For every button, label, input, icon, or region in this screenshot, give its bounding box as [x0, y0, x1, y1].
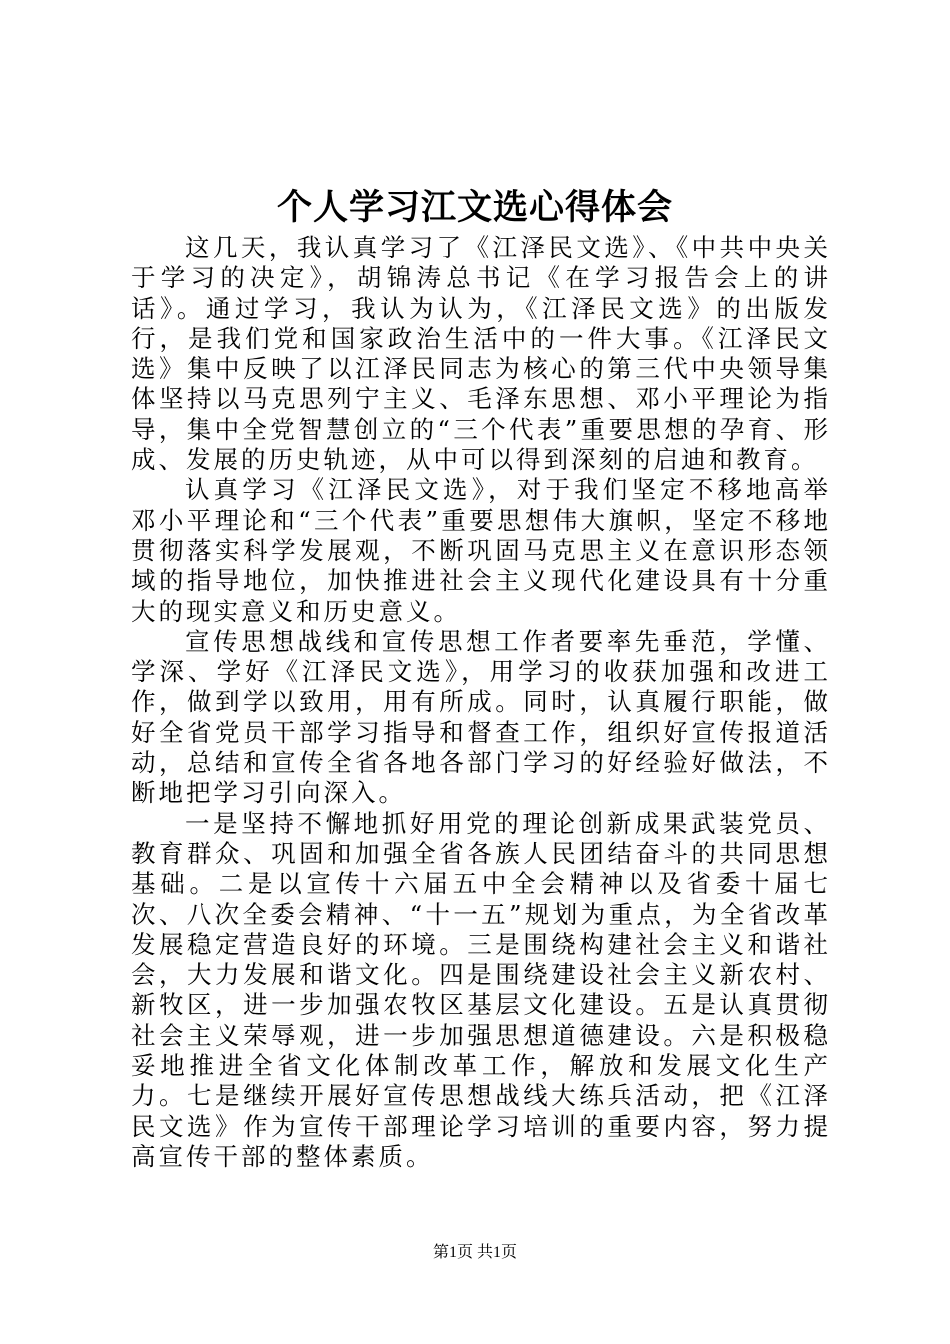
paragraph-4: 一是坚持不懈地抓好用党的理论创新成果武装党员、教育群众、巩固和加强全省各族人民团结奋斗的共同思想基础。二是以宣传十六届五中全会精神以及省委十届七次、八次全委会精神、“十一五”规划为重点，为全省改革发展稳定营造良好的环境。三是围绕构建社会主义和谐社会，大力发展和谐文化。四是围绕建设社会主义新农村、新牧区，进一步加强农牧区基层文化建设。五是认真贯彻社会主义荣辱观，进一步加强思想道德建设。六是积极稳妥地推进全省文化体制改革工作，解放和发展文化生产力。七是继续开展好宣传思想战线大练兵活动，把《江泽民文选》作为宣传干部理论学习培训的重要内容，努力提高宣传干部的整体素质。: [131, 808, 831, 1171]
page-footer: 第1页 共1页: [432, 1244, 517, 1261]
document-body: [131, 233, 831, 1172]
paragraph-1: 这几天，我认真学习了《江泽民文选》、《中共中央关于学习的决定》，胡锦涛总书记《在学习报告会上的讲话》。通过学习，我认为认为，《江泽民文选》的出版发行，是我们党和国家政治生活中的一件大事。《江泽民文选》集中反映了以江泽民同志为核心的第三代中央领导集体坚持以马克思列宁主义、毛泽东思想、邓小平理论为指导，集中全党智慧创立的“三个代表”重要思想的孕育、形成、发展的历史轨迹，从中可以得到深刻的启迪和教育。: [131, 233, 831, 475]
paragraph-3: 宣传思想战线和宣传思想工作者要率先垂范，学懂、学深、学好《江泽民文选》，用学习的收获加强和改进工作，做到学以致用，用有所成。同时，认真履行职能，做好全省党员干部学习指导和督查工作，组织好宣传报道活动，总结和宣传全省各地各部门学习的好经验好做法，不断地把学习引向深入。: [131, 626, 831, 808]
paragraph-2: 认真学习《江泽民文选》，对于我们坚定不移地高举邓小平理论和“三个代表”重要思想伟大旗帜，坚定不移地贯彻落实科学发展观，不断巩固马克思主义在意识形态领域的指导地位，加快推进社会主义现代化建设具有十分重大的现实意义和历史意义。: [131, 475, 831, 626]
document-title: 个人学习江文选心得体会: [276, 187, 673, 228]
